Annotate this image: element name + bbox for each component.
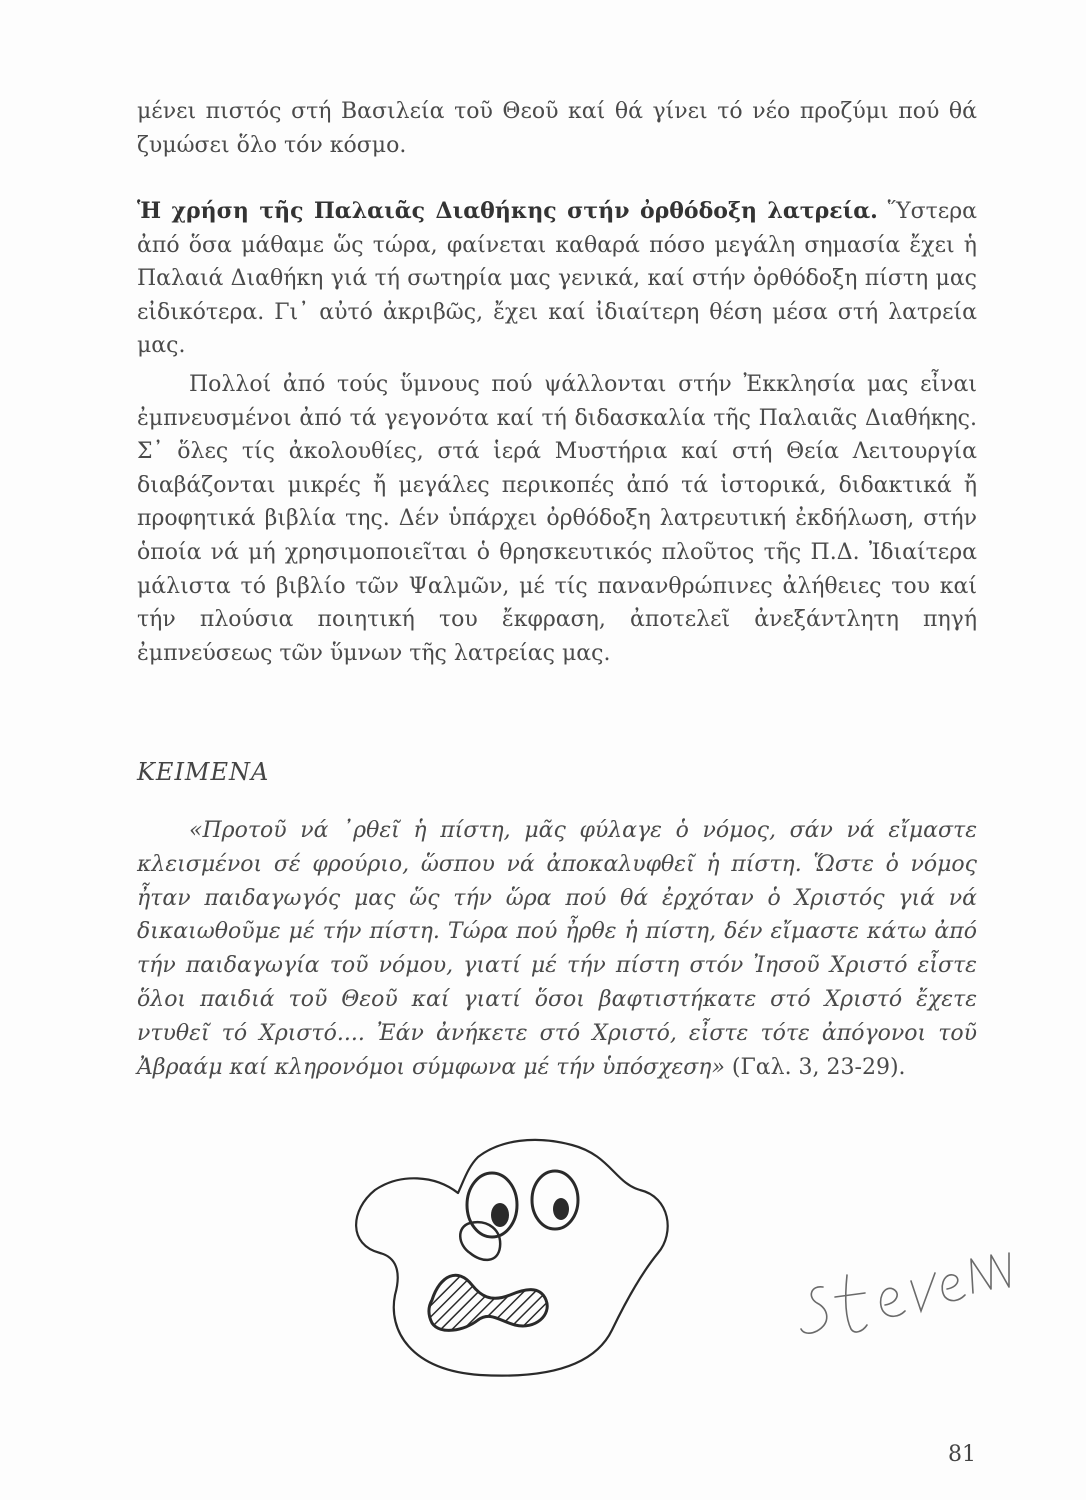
section-block <box>137 195 977 363</box>
scripture-quote <box>137 814 977 1084</box>
section-intro: Ὕστερα ἀπό ὅσα μάθαμε ὥς τώρα, φαίνεται καθαρά πόσο μεγάλη σημασία ἔχει ἡ Παλαιά Διαθήκη γιά τή σωτηρία μας γενικά, καί στήν ὀρθόδοξη πίστη μας εἰδικότερα. Γι᾽ αὐτό ἀκριβῶς, ἔχει καί ἰδιαίτερη θέση μέσα στή λατρεία μας. <box>137 199 977 359</box>
section-heading: Ἡ χρήση τῆς Παλαιᾶς Διαθήκης στήν ὀρθόδοξη λατρεία. <box>137 198 878 224</box>
paragraph-hymns: Πολλοί ἀπό τούς ὕμνους πού ψάλλονται στήν Ἐκκλησία μας εἶναι ἐμπνευσμένοι ἀπό τά γεγονότα καί τή διδασκαλία τῆς Παλαιᾶς Διαθήκης. Σ᾽ ὅλες τίς ἀκολουθίες, στά ἱερά Μυστήρια καί στή Θεία Λειτουργία διαβάζονται μικρές ἤ μεγάλες περικοπές ἀπό τά ἱστορικά, διδακτικά ἤ προφητικά βιβλία της. Δέν ὑπάρχει ὀρθόδοξη λατρευτική ἐκδήλωση, στήν ὁποία νά μή χρησιμοποιεῖται ὁ θρησκευτικός πλοῦτος τῆς Π.Δ. Ἰδιαίτερα μάλιστα τό βιβλίο τῶν Ψαλμῶν, μέ τίς πανανθρώπινες ἀλήθειες του καί τήν πλούσια ποιητική του ἔκφραση, ἀποτελεῖ ἀνεξάντλητη πηγή ἐμπνεύσεως τῶν ὕμνων τῆς λατρείας μας. <box>137 372 977 666</box>
paragraph-continuation: μένει πιστός στή Βασιλεία τοῦ Θεοῦ καί θά γίνει τό νέο προζύμι πού θά ζυμώσει ὅλο τόν κόσμο. <box>137 99 977 158</box>
face-doodle-icon <box>340 1135 780 1380</box>
signature-icon <box>795 1245 1025 1345</box>
quote-text: «Προτοῦ νά ᾽ρθεῖ ἡ πίστη, μᾶς φύλαγε ὁ νόμος, σάν νά εἴμαστε κλεισμένοι σέ φρούριο, ὥσπου νά ἀποκαλυφθεῖ ἡ πίστη. Ὥστε ὁ νόμος ἦταν παιδαγωγός μας ὥς τήν ὥρα πού θά ἐρχόταν ὁ Χριστός γιά νά δικαιωθοῦμε μέ τήν πίστη. Τώρα πού ἦρθε ἡ πίστη, δέν εἴμαστε κάτω ἀπό τήν παιδαγωγία τοῦ νόμου, γιατί μέ τήν πίστη στόν Ἰησοῦ Χριστό εἶστε ὅλοι παιδιά τοῦ Θεοῦ καί γιατί ὅσοι βαφτιστήκατε στό Χριστό ἔχετε ντυθεῖ τό Χριστό.... Ἐάν ἀνήκετε στό Χριστό, εἶστε τότε ἀπόγονοι τοῦ Ἀβραάμ καί κληρονόμοι σύμφωνα μέ τήν ὑπόσχεση» <box>137 818 977 1080</box>
quote-reference: (Γαλ. 3, 23-29). <box>731 1054 906 1080</box>
texts-title: ΚΕΙΜΕΝΑ <box>137 758 270 786</box>
page-number: 81 <box>948 1442 976 1467</box>
